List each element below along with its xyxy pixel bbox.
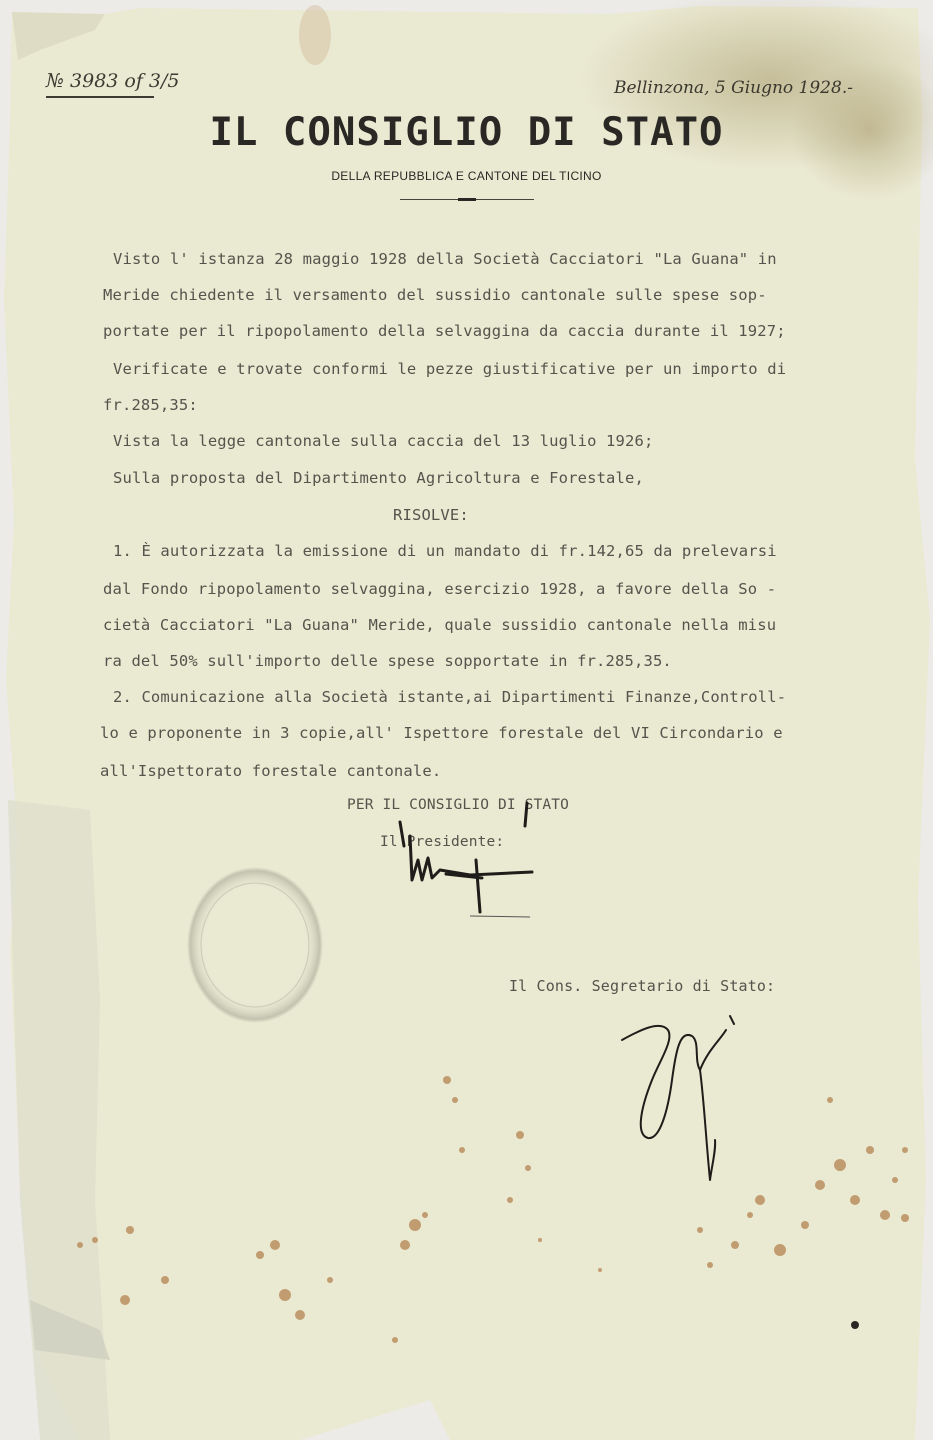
body-line: Visto l' istanza 28 maggio 1928 della Società Cacciatori "La Guana" in (113, 250, 777, 268)
body-line: ra del 50% sull'importo delle spese sopportate in fr.285,35. (103, 652, 672, 670)
president-label: Il Presidente: (380, 834, 505, 850)
council-signature-line: PER IL CONSIGLIO DI STATO (347, 797, 569, 813)
body-line: 2. Comunicazione alla Società istante,ai Dipartimenti Finanze,Controll- (113, 688, 787, 706)
body-line: Vista la legge cantonale sulla caccia del 13 luglio 1926; (113, 432, 654, 450)
body-line: 1. È autorizzata la emissione di un mandato di fr.142,65 da prelevarsi (113, 542, 777, 560)
resolution-heading: RISOLVE: (393, 506, 469, 524)
body-line: lo e proponente in 3 copie,all' Ispettore forestale del VI Circondario e (100, 724, 783, 742)
body-line: fr.285,35: (103, 396, 198, 414)
body-line: Sulla proposta del Dipartimento Agricoltura e Forestale, (113, 469, 644, 487)
title-divider-mark (458, 198, 476, 201)
document-subtitle: DELLA REPUBBLICA E CANTONE DEL TICINO (331, 169, 602, 183)
body-line: all'Ispettorato forestale cantonale. (100, 762, 442, 780)
place-date: Bellinzona, 5 Giugno 1928.- (614, 78, 853, 98)
body-line: Meride chiedente il versamento del sussidio cantonale sulle spese sop- (103, 286, 767, 304)
body-line: dal Fondo ripopolamento selvaggina, esercizio 1928, a favore della So - (103, 580, 777, 598)
protocol-number: № 3983 of 3/5 (46, 70, 180, 92)
body-line: cietà Cacciatori "La Guana" Meride, quale sussidio cantonale nella misu (103, 616, 777, 634)
body-line: portate per il ripopolamento della selvaggina da caccia durante il 1927; (103, 322, 786, 340)
secretary-label: Il Cons. Segretario di Stato: (509, 977, 776, 995)
body-line: Verificate e trovate conformi le pezze giustificative per un importo di (113, 360, 787, 378)
document-title: IL CONSIGLIO DI STATO (209, 110, 724, 155)
protocol-underline (46, 96, 154, 98)
